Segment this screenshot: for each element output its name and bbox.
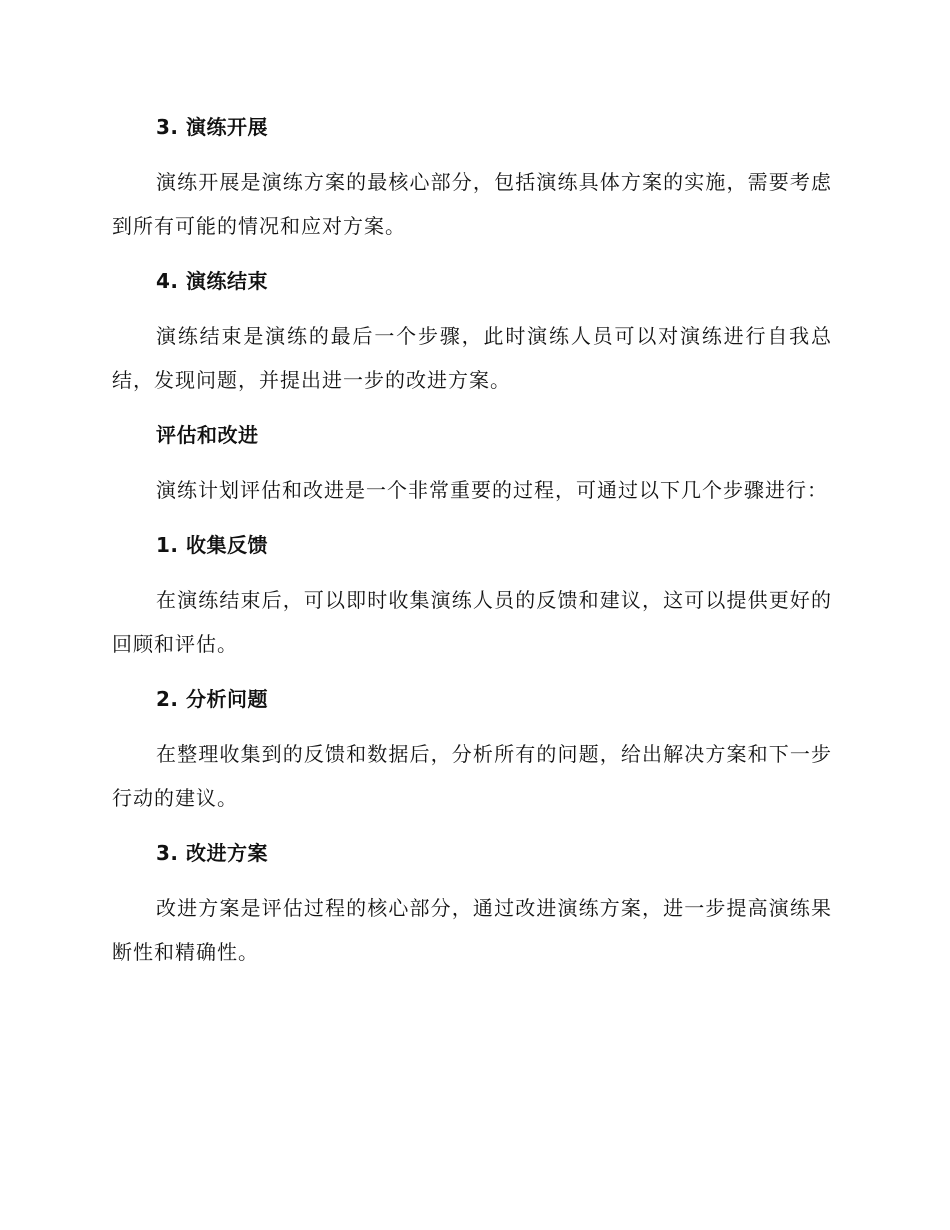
section-body-collect-feedback: 在演练结束后，可以即时收集演练人员的反馈和建议，这可以提供更好的回顾和评估。: [112, 588, 832, 656]
section-heading-evaluation: 评估和改进: [156, 423, 259, 447]
section-body-drill-end: 演练结束是演练的最后一个步骤，此时演练人员可以对演练进行自我总结，发现问题，并提出进一步的改进方案。: [112, 324, 832, 392]
section-heading-drill-end: 4. 演练结束: [156, 269, 268, 293]
section-body-evaluation: 演练计划评估和改进是一个非常重要的过程，可通过以下几个步骤进行：: [156, 478, 828, 502]
section-heading-analyze-problems: 2. 分析问题: [156, 687, 268, 711]
section-body-analyze-problems: 在整理收集到的反馈和数据后，分析所有的问题，给出解决方案和下一步行动的建议。: [112, 742, 832, 810]
section-body-improvement-plan: 改进方案是评估过程的核心部分，通过改进演练方案，进一步提高演练果断性和精确性。: [112, 896, 832, 964]
section-heading-drill-execution: 3. 演练开展: [156, 115, 268, 139]
document-content: [112, 112, 832, 974]
section-heading-collect-feedback: 1. 收集反馈: [156, 533, 268, 557]
section-heading-improvement-plan: 3. 改进方案: [156, 841, 268, 865]
section-body-drill-execution: 演练开展是演练方案的最核心部分，包括演练具体方案的实施，需要考虑到所有可能的情况和应对方案。: [112, 170, 832, 238]
